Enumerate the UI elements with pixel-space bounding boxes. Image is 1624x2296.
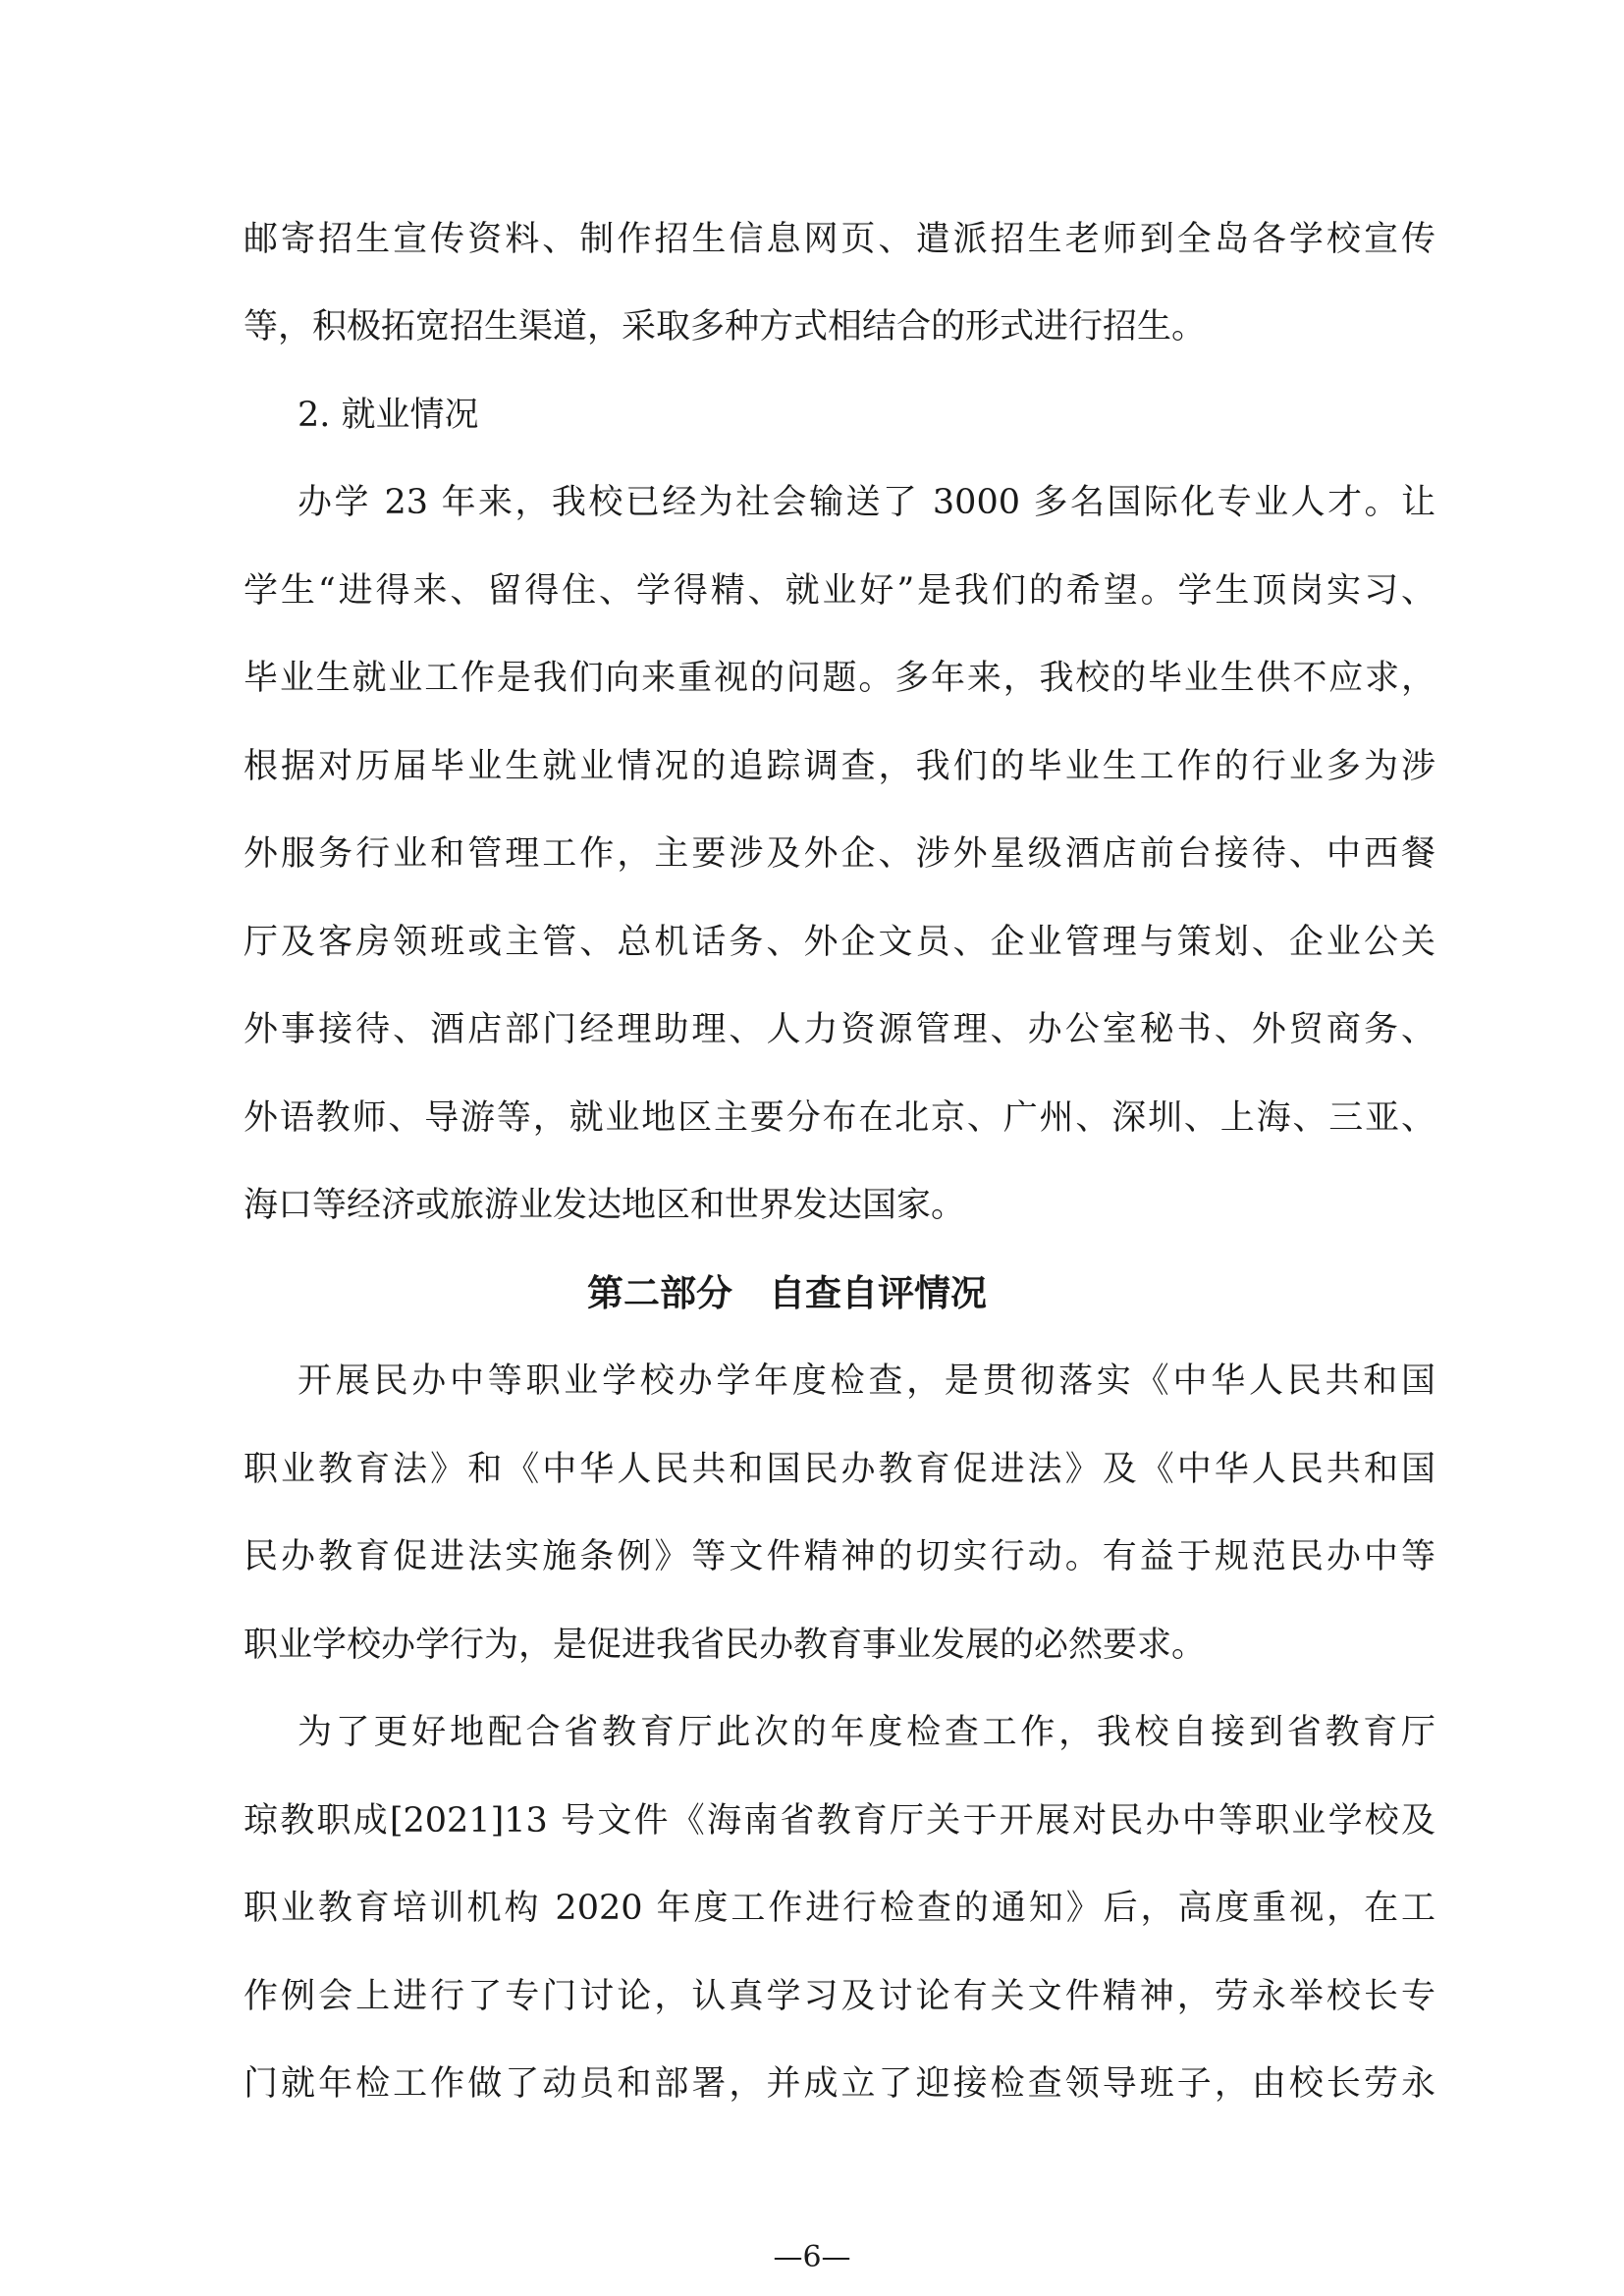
line-text: 职业教育培训机构 2020 年度工作进行检查的通知》后，高度重视，在工 bbox=[244, 1889, 1435, 1928]
subsection-heading bbox=[0, 386, 1624, 445]
paragraph-line bbox=[0, 1703, 1624, 1762]
paragraph-line bbox=[0, 561, 1624, 620]
paragraph-line bbox=[0, 737, 1624, 796]
line-text: 职业教育法》和《中华人民共和国民办教育促进法》及《中华人民共和国 bbox=[244, 1450, 1435, 1489]
paragraph-line bbox=[0, 210, 1624, 269]
paragraph-line bbox=[0, 1791, 1624, 1850]
paragraph-line bbox=[0, 1089, 1624, 1148]
line-text: 厅及客房领班或主管、总机话务、外企文员、企业管理与策划、企业公关 bbox=[244, 923, 1435, 962]
paragraph-line bbox=[0, 2055, 1624, 2113]
line-text: 外服务行业和管理工作，主要涉及外企、涉外星级酒店前台接待、中西餐 bbox=[244, 834, 1435, 874]
paragraph-line bbox=[0, 297, 1624, 356]
paragraph-line bbox=[0, 1527, 1624, 1586]
paragraph-line bbox=[0, 1879, 1624, 1938]
paragraph-line bbox=[0, 1000, 1624, 1059]
line-text: 根据对历届毕业生就业情况的追踪调查，我们的毕业生工作的行业多为涉 bbox=[244, 747, 1435, 786]
paragraph-line bbox=[0, 1176, 1624, 1235]
line-text: 职业学校办学行为，是促进我省民办教育事业发展的必然要求。 bbox=[244, 1626, 1207, 1665]
paragraph-line bbox=[0, 1440, 1624, 1499]
paragraph-line bbox=[0, 473, 1624, 532]
paragraph-line bbox=[0, 913, 1624, 972]
line-text: 民办教育促进法实施条例》等文件精神的切实行动。有益于规范民办中等 bbox=[244, 1537, 1435, 1576]
line-text: 办学 23 年来，我校已经为社会输送了 3000 多名国际化专业人才。让 bbox=[298, 483, 1435, 522]
section-heading-text: 第二部分 自查自评情况 bbox=[587, 1272, 987, 1314]
line-text: 作例会上进行了专门讨论，认真学习及讨论有关文件精神，劳永举校长专 bbox=[244, 1977, 1435, 2016]
line-text: 外语教师、导游等，就业地区主要分布在北京、广州、深圳、上海、三亚、 bbox=[244, 1098, 1435, 1138]
paragraph-line bbox=[0, 649, 1624, 708]
subsection-heading-text: 2. 就业情况 bbox=[298, 396, 479, 435]
line-text: 外事接待、酒店部门经理助理、人力资源管理、办公室秘书、外贸商务、 bbox=[244, 1010, 1435, 1049]
line-text: 学生“进得来、留得住、学得精、就业好”是我们的希望。学生顶岗实习、 bbox=[244, 571, 1435, 611]
line-text: 琼教职成[2021]13 号文件《海南省教育厅关于开展对民办中等职业学校及 bbox=[244, 1801, 1435, 1841]
page-number: —6— bbox=[773, 2240, 851, 2274]
line-text: 为了更好地配合省教育厅此次的年度检查工作，我校自接到省教育厅 bbox=[298, 1713, 1435, 1752]
line-text: 邮寄招生宣传资料、制作招生信息网页、遣派招生老师到全岛各学校宣传 bbox=[244, 220, 1435, 259]
paragraph-line bbox=[0, 825, 1624, 883]
line-text: 等，积极拓宽招生渠道，采取多种方式相结合的形式进行招生。 bbox=[244, 307, 1207, 347]
line-text: 海口等经济或旅游业发达地区和世界发达国家。 bbox=[244, 1186, 966, 1225]
line-text: 门就年检工作做了动员和部署，并成立了迎接检查领导班子，由校长劳永 bbox=[244, 2064, 1435, 2104]
paragraph-line bbox=[0, 1352, 1624, 1411]
line-text: 毕业生就业工作是我们向来重视的问题。多年来，我校的毕业生供不应求， bbox=[244, 659, 1435, 698]
paragraph-line bbox=[0, 1967, 1624, 2026]
section-heading bbox=[0, 1264, 1624, 1323]
line-text: 开展民办中等职业学校办学年度检查，是贯彻落实《中华人民共和国 bbox=[298, 1362, 1435, 1401]
paragraph-line bbox=[0, 1616, 1624, 1675]
